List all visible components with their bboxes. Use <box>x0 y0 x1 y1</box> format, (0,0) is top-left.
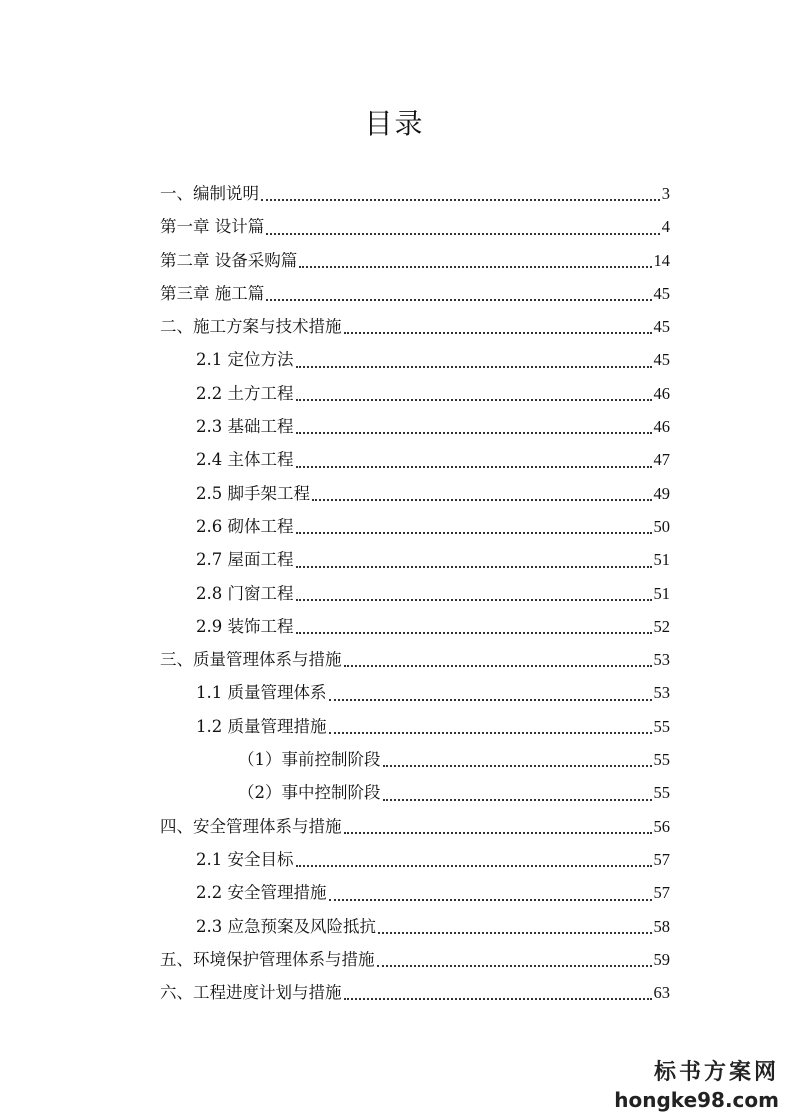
toc-entry-page-number: 47 <box>653 450 670 470</box>
toc-entry-label: 2.2 土方工程 <box>196 383 294 403</box>
toc-entry-page-number: 55 <box>653 750 670 770</box>
toc-entry[interactable] <box>160 676 670 709</box>
toc-entry-page-number: 45 <box>653 317 670 337</box>
toc-dot-leader <box>296 399 652 401</box>
toc-entry-page-number: 52 <box>653 616 670 636</box>
toc-entry-label: 2.3 应急预案及风险抵抗 <box>196 916 376 936</box>
toc-dot-leader <box>344 998 652 1000</box>
toc-entry-label: （2）事中控制阶段 <box>238 783 381 803</box>
toc-dot-leader <box>383 765 652 767</box>
toc-dot-leader <box>299 266 651 268</box>
toc-dot-leader <box>329 732 652 734</box>
toc-entry[interactable] <box>160 443 670 476</box>
toc-entry[interactable] <box>160 976 670 1009</box>
toc-entry-label: 六、工程进度计划与措施 <box>160 983 342 1003</box>
toc-dot-leader <box>344 332 652 334</box>
toc-entry-label: 二、施工方案与技术措施 <box>160 317 342 337</box>
toc-entry-page-number: 45 <box>653 283 670 303</box>
toc-dot-leader <box>296 599 652 601</box>
toc-dot-leader <box>344 665 652 667</box>
toc-entry-label: 四、安全管理体系与措施 <box>160 816 342 836</box>
toc-entry-label: 三、质量管理体系与措施 <box>160 650 342 670</box>
toc-entry-page-number: 46 <box>653 417 670 437</box>
toc-entry[interactable] <box>160 377 670 410</box>
toc-entry-label: 1.2 质量管理措施 <box>196 716 327 736</box>
toc-entry[interactable] <box>160 843 670 876</box>
toc-entry[interactable] <box>160 943 670 976</box>
site-watermark <box>614 1055 779 1112</box>
toc-entry-label: 第一章 设计篇 <box>160 217 265 237</box>
toc-entry-page-number: 63 <box>653 983 670 1003</box>
toc-dot-leader <box>329 699 652 701</box>
toc-entry-page-number: 56 <box>653 816 670 836</box>
toc-dot-leader <box>296 366 652 368</box>
toc-entry-page-number: 58 <box>653 916 670 936</box>
toc-entry-page-number: 51 <box>653 550 670 570</box>
toc-entry-page-number: 59 <box>653 949 670 969</box>
toc-entry-page-number: 50 <box>653 516 670 536</box>
toc-entry-label: 2.9 装饰工程 <box>196 616 294 636</box>
toc-dot-leader <box>266 233 660 235</box>
toc-entry-page-number: 45 <box>653 350 670 370</box>
toc-entry-label: 第二章 设备采购篇 <box>160 250 298 270</box>
toc-dot-leader <box>378 932 652 934</box>
toc-dot-leader <box>261 199 660 201</box>
watermark-url: hongke98.com <box>614 1088 779 1112</box>
toc-dot-leader <box>329 899 652 901</box>
toc-dot-leader <box>296 865 652 867</box>
toc-dot-leader <box>377 965 652 967</box>
toc-entry-label: （1）事前控制阶段 <box>238 750 381 770</box>
toc-entry[interactable] <box>160 743 670 776</box>
toc-dot-leader <box>383 799 652 801</box>
toc-entry-label: 一、编制说明 <box>160 184 259 203</box>
toc-dot-leader <box>296 432 652 434</box>
toc-entry-page-number: 4 <box>661 217 670 237</box>
toc-entry-label: 2.5 脚手架工程 <box>196 483 310 503</box>
toc-entry[interactable] <box>160 477 670 510</box>
toc-entry-label: 2.1 定位方法 <box>196 350 294 370</box>
toc-entry-label: 2.1 安全目标 <box>196 849 294 869</box>
toc-dot-leader <box>296 566 652 568</box>
toc-entry[interactable] <box>160 543 670 576</box>
toc-entry-page-number: 53 <box>653 683 670 703</box>
toc-entry-page-number: 53 <box>653 650 670 670</box>
toc-entry-page-number: 46 <box>653 383 670 403</box>
toc-entry[interactable] <box>160 343 670 376</box>
toc-entry[interactable] <box>160 310 670 343</box>
toc-entry[interactable] <box>160 410 670 443</box>
table-of-contents <box>160 177 670 1009</box>
toc-entry[interactable] <box>160 643 670 676</box>
toc-entry-label: 2.2 安全管理措施 <box>196 883 327 903</box>
toc-entry-label: 2.8 门窗工程 <box>196 583 294 603</box>
toc-entry[interactable] <box>160 277 670 310</box>
toc-dot-leader <box>344 832 652 834</box>
toc-entry[interactable] <box>160 810 670 843</box>
toc-dot-leader <box>296 532 652 534</box>
toc-entry-label: 1.1 质量管理体系 <box>196 683 327 703</box>
toc-entry-page-number: 49 <box>653 483 670 503</box>
toc-entry[interactable] <box>160 876 670 909</box>
toc-entry-label: 五、环境保护管理体系与措施 <box>160 949 375 969</box>
toc-entry-label: 2.6 砌体工程 <box>196 516 294 536</box>
toc-dot-leader <box>312 499 652 501</box>
toc-entry[interactable] <box>160 710 670 743</box>
toc-entry-label: 第三章 施工篇 <box>160 283 265 303</box>
toc-dot-leader <box>296 466 652 468</box>
toc-entry-label: 2.3 基础工程 <box>196 417 294 437</box>
toc-entry[interactable] <box>160 177 670 210</box>
toc-entry-label: 2.4 主体工程 <box>196 450 294 470</box>
toc-entry[interactable] <box>160 510 670 543</box>
toc-entry[interactable] <box>160 577 670 610</box>
toc-entry-page-number: 57 <box>653 883 670 903</box>
toc-entry-page-number: 14 <box>653 250 670 270</box>
toc-entry[interactable] <box>160 244 670 277</box>
toc-entry-page-number: 51 <box>653 583 670 603</box>
toc-entry-page-number: 3 <box>661 184 670 203</box>
watermark-name: 标书方案网 <box>653 1060 779 1085</box>
toc-entry-page-number: 55 <box>653 783 670 803</box>
toc-entry-page-number: 57 <box>653 849 670 869</box>
toc-entry[interactable] <box>160 776 670 809</box>
toc-entry-label: 2.7 屋面工程 <box>196 550 294 570</box>
toc-entry[interactable] <box>160 610 670 643</box>
toc-entry[interactable] <box>160 210 670 243</box>
toc-dot-leader <box>266 299 651 301</box>
toc-entry[interactable] <box>160 910 670 943</box>
toc-dot-leader <box>296 632 652 634</box>
toc-entry-page-number: 55 <box>653 716 670 736</box>
page-title: 目录 <box>364 107 425 140</box>
